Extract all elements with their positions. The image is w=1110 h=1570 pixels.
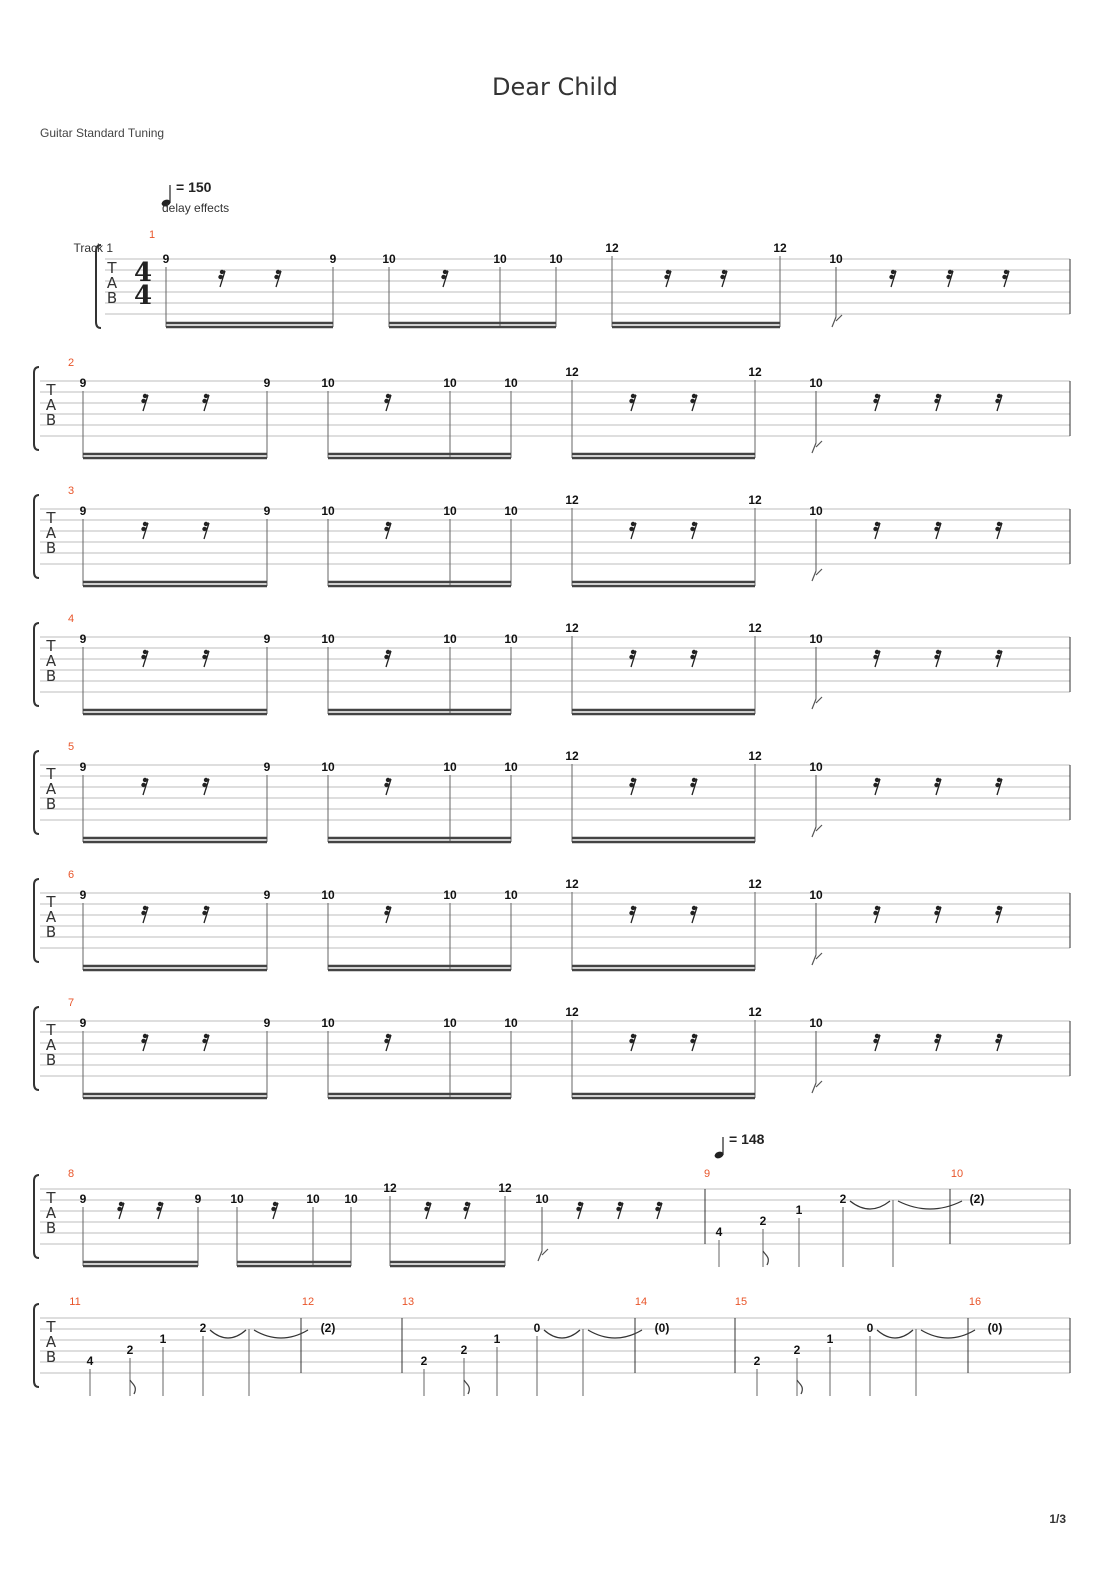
sixteenth-rest — [690, 394, 697, 411]
tab-clef-letter: T — [46, 893, 56, 911]
sixteenth-rest — [690, 906, 697, 923]
tab-clef-letter: T — [46, 1189, 56, 1207]
eighth-flag — [464, 1380, 469, 1394]
note-flag — [832, 315, 842, 327]
tab-system — [34, 997, 1070, 1098]
sixteenth-rest — [629, 650, 636, 667]
fret-number: 12 — [498, 1181, 512, 1195]
sixteenth-rest — [873, 650, 880, 667]
sixteenth-rest — [271, 1202, 278, 1219]
fret-number: 2 — [839, 1192, 847, 1206]
fret-number: 2 — [759, 1214, 767, 1228]
sixteenth-rest — [655, 1202, 662, 1219]
fret-number: 10 — [504, 632, 518, 646]
tie — [254, 1330, 308, 1338]
fret-number: 1 — [159, 1332, 167, 1346]
measure-number: 6 — [67, 869, 75, 881]
fret-number: 9 — [263, 888, 271, 902]
fret-number: 10 — [809, 376, 823, 390]
fret-number: 10 — [809, 760, 823, 774]
sixteenth-rest — [873, 1034, 880, 1051]
fret-number: 12 — [565, 877, 579, 891]
fret-number: 10 — [306, 1192, 320, 1206]
fret-number: 10 — [443, 376, 457, 390]
sixteenth-rest — [995, 1034, 1002, 1051]
fret-number: 10 — [504, 888, 518, 902]
sixteenth-rest — [384, 650, 391, 667]
tuning-label: Guitar Standard Tuning — [40, 126, 165, 140]
fret-number: 10 — [809, 1016, 823, 1030]
tab-clef-letter: T — [46, 637, 56, 655]
fret-number: (2) — [320, 1321, 336, 1335]
measure-number: 12 — [301, 1296, 315, 1308]
fret-number: 12 — [565, 749, 579, 763]
sixteenth-rest — [995, 778, 1002, 795]
fret-number: 9 — [79, 1016, 87, 1030]
sixteenth-rest — [202, 394, 209, 411]
sixteenth-rest — [690, 650, 697, 667]
sixteenth-rest — [934, 522, 941, 539]
sixteenth-rest — [424, 1202, 431, 1219]
tie — [588, 1330, 642, 1338]
sixteenth-rest — [629, 778, 636, 795]
tab-clef-letter: A — [45, 1036, 57, 1054]
sixteenth-rest — [141, 650, 148, 667]
sixteenth-rest — [934, 394, 941, 411]
measure-number: 13 — [401, 1296, 415, 1308]
tab-clef-letter: A — [45, 652, 57, 670]
tab-system — [34, 1168, 1070, 1267]
page-number: 1/3 — [1049, 1512, 1066, 1526]
tie — [210, 1330, 246, 1338]
fret-number: 10 — [443, 888, 457, 902]
tie — [850, 1201, 890, 1209]
sixteenth-rest — [664, 270, 671, 287]
tab-clef-letter: T — [46, 1021, 56, 1039]
tab-system — [34, 869, 1070, 970]
sixteenth-rest — [1002, 270, 1009, 287]
fret-number: 10 — [504, 760, 518, 774]
note-flag — [812, 825, 822, 837]
sixteenth-rest — [384, 778, 391, 795]
note-flag — [812, 697, 822, 709]
measure-number: 1 — [148, 229, 156, 241]
fret-number: 12 — [748, 365, 762, 379]
note-flag — [812, 569, 822, 581]
fret-number: 10 — [493, 252, 507, 266]
sixteenth-rest — [202, 522, 209, 539]
fret-number: 1 — [826, 1332, 834, 1346]
tempo-value: = 148 — [729, 1131, 765, 1147]
tab-system — [34, 485, 1070, 586]
measure-number: 5 — [67, 741, 75, 753]
tab-clef-letter: B — [45, 1219, 57, 1237]
fret-number: 4 — [86, 1354, 94, 1368]
fret-number: 10 — [344, 1192, 358, 1206]
note-flag — [812, 441, 822, 453]
note-flag — [812, 953, 822, 965]
tab-clef-letter: A — [45, 396, 57, 414]
system-bracket — [34, 879, 39, 962]
tab-clef-letter: T — [46, 509, 56, 527]
fret-number: 0 — [866, 1321, 874, 1335]
time-signature-bottom: 4 — [133, 281, 153, 311]
fret-number: 2 — [753, 1354, 761, 1368]
sixteenth-rest — [202, 650, 209, 667]
sixteenth-rest — [873, 778, 880, 795]
tab-clef-letter: B — [45, 795, 57, 813]
tab-clef-letter: A — [45, 1204, 57, 1222]
fret-number: 2 — [126, 1343, 134, 1357]
track-label: Track 1 — [73, 241, 113, 255]
fret-number: 12 — [748, 1005, 762, 1019]
fret-number: 10 — [829, 252, 843, 266]
sixteenth-rest — [141, 394, 148, 411]
system-bracket — [34, 751, 39, 834]
fret-number: 9 — [263, 376, 271, 390]
fret-number: 10 — [549, 252, 563, 266]
sixteenth-rest — [995, 906, 1002, 923]
fret-number: 9 — [263, 760, 271, 774]
fret-number: 10 — [809, 888, 823, 902]
system-bracket — [34, 367, 39, 450]
tab-system — [34, 613, 1070, 714]
sixteenth-rest — [441, 270, 448, 287]
fret-number: 12 — [605, 241, 619, 255]
fret-number: 10 — [321, 888, 335, 902]
sixteenth-rest — [576, 1202, 583, 1219]
tab-system — [34, 1296, 1070, 1396]
fret-number: (0) — [987, 1321, 1003, 1335]
fret-number: 9 — [263, 504, 271, 518]
sixteenth-rest — [141, 522, 148, 539]
measure-number: 8 — [67, 1168, 75, 1180]
fret-number: 9 — [79, 504, 87, 518]
fret-number: 12 — [748, 493, 762, 507]
sixteenth-rest — [873, 906, 880, 923]
fret-number: 10 — [321, 1016, 335, 1030]
fret-number: 10 — [321, 504, 335, 518]
system-bracket — [34, 495, 39, 578]
fret-number: 9 — [162, 252, 170, 266]
system-bracket — [34, 1175, 39, 1258]
sixteenth-rest — [995, 650, 1002, 667]
tab-clef-letter: T — [107, 259, 117, 277]
sixteenth-rest — [934, 906, 941, 923]
measure-number: 16 — [968, 1296, 982, 1308]
measure-number: 9 — [703, 1168, 711, 1180]
sixteenth-rest — [384, 522, 391, 539]
measure-number: 14 — [634, 1296, 648, 1308]
system-bracket — [34, 1304, 39, 1387]
tab-clef-letter: B — [45, 923, 57, 941]
sixteenth-rest — [463, 1202, 470, 1219]
sixteenth-rest — [934, 650, 941, 667]
fret-number: 12 — [565, 493, 579, 507]
measure-number: 4 — [67, 613, 75, 625]
fret-number: 9 — [263, 1016, 271, 1030]
sixteenth-rest — [889, 270, 896, 287]
tab-clef-letter: B — [45, 667, 57, 685]
fret-number: 2 — [460, 1343, 468, 1357]
sixteenth-rest — [873, 394, 880, 411]
fret-number: 10 — [504, 504, 518, 518]
tab-clef-letter: B — [45, 539, 57, 557]
fret-number: 12 — [565, 1005, 579, 1019]
fret-number: 10 — [230, 1192, 244, 1206]
tempo-value: = 150 — [176, 179, 212, 195]
fret-number: 9 — [263, 632, 271, 646]
system-bracket — [96, 245, 101, 328]
sixteenth-rest — [690, 522, 697, 539]
tab-system — [34, 741, 1070, 842]
sixteenth-rest — [141, 906, 148, 923]
fret-number: 10 — [443, 1016, 457, 1030]
time-signature-top: 4 — [133, 258, 153, 288]
fret-number: 12 — [565, 365, 579, 379]
sixteenth-rest — [946, 270, 953, 287]
tab-system — [34, 357, 1070, 458]
fret-number: 9 — [79, 1192, 87, 1206]
measure-number: 3 — [67, 485, 75, 497]
fret-number: 2 — [420, 1354, 428, 1368]
tab-clef-letter: A — [106, 274, 118, 292]
fret-number: 10 — [809, 632, 823, 646]
sixteenth-rest — [690, 1034, 697, 1051]
tie — [898, 1201, 962, 1209]
sixteenth-rest — [995, 522, 1002, 539]
sixteenth-rest — [117, 1202, 124, 1219]
tab-clef-letter: B — [45, 1051, 57, 1069]
effect-text: delay effects — [162, 201, 230, 215]
page-title: Dear Child — [492, 73, 618, 101]
fret-number: 12 — [565, 621, 579, 635]
sixteenth-rest — [274, 270, 281, 287]
fret-number: 2 — [199, 1321, 207, 1335]
sixteenth-rest — [218, 270, 225, 287]
fret-number: 1 — [493, 1332, 501, 1346]
sixteenth-rest — [202, 906, 209, 923]
tab-clef-letter: A — [45, 908, 57, 926]
eighth-flag — [763, 1251, 768, 1265]
tab-system-first — [73, 229, 1070, 328]
fret-number: 10 — [382, 252, 396, 266]
tie — [921, 1330, 975, 1338]
fret-number: 10 — [443, 632, 457, 646]
fret-number: 10 — [321, 376, 335, 390]
sixteenth-rest — [202, 1034, 209, 1051]
system-bracket — [34, 623, 39, 706]
sixteenth-rest — [934, 778, 941, 795]
fret-number: 12 — [748, 749, 762, 763]
sixteenth-rest — [202, 778, 209, 795]
fret-number: 12 — [773, 241, 787, 255]
note-flag — [538, 1249, 548, 1261]
tab-clef-letter: T — [46, 381, 56, 399]
sixteenth-rest — [156, 1202, 163, 1219]
fret-number: 0 — [533, 1321, 541, 1335]
fret-number: 12 — [748, 877, 762, 891]
fret-number: 2 — [793, 1343, 801, 1357]
system-bracket — [34, 1007, 39, 1090]
sixteenth-rest — [629, 1034, 636, 1051]
fret-number: 12 — [383, 1181, 397, 1195]
tab-clef-letter: B — [45, 411, 57, 429]
fret-number: 9 — [79, 760, 87, 774]
measure-number: 11 — [69, 1296, 81, 1308]
fret-number: 1 — [795, 1203, 803, 1217]
measure-number: 10 — [950, 1168, 964, 1180]
tie — [877, 1330, 913, 1338]
sixteenth-rest — [141, 778, 148, 795]
fret-number: 4 — [715, 1225, 723, 1239]
sixteenth-rest — [873, 522, 880, 539]
fret-number: (2) — [969, 1192, 985, 1206]
fret-number: 10 — [504, 1016, 518, 1030]
fret-number: 10 — [809, 504, 823, 518]
measure-number: 7 — [67, 997, 75, 1009]
fret-number: 10 — [321, 760, 335, 774]
tempo-marker-148 — [714, 1131, 765, 1160]
eighth-flag — [797, 1380, 802, 1394]
note-flag — [812, 1081, 822, 1093]
fret-number: 10 — [504, 376, 518, 390]
fret-number: 9 — [79, 632, 87, 646]
fret-number: 10 — [535, 1192, 549, 1206]
tab-clef-letter: A — [45, 1333, 57, 1351]
tab-clef-letter: B — [106, 289, 118, 307]
sixteenth-rest — [141, 1034, 148, 1051]
tab-clef-letter: B — [45, 1348, 57, 1366]
sixteenth-rest — [616, 1202, 623, 1219]
fret-number: 10 — [321, 632, 335, 646]
sixteenth-rest — [690, 778, 697, 795]
sixteenth-rest — [629, 394, 636, 411]
measure-number: 2 — [67, 357, 75, 369]
fret-number: 10 — [443, 504, 457, 518]
sixteenth-rest — [384, 394, 391, 411]
fret-number: 9 — [194, 1192, 202, 1206]
fret-number: 9 — [79, 888, 87, 902]
fret-number: 9 — [329, 252, 337, 266]
fret-number: (0) — [654, 1321, 670, 1335]
tab-clef-letter: T — [46, 765, 56, 783]
sixteenth-rest — [384, 906, 391, 923]
fret-number: 9 — [79, 376, 87, 390]
tab-clef-letter: T — [46, 1318, 56, 1336]
tie — [544, 1330, 580, 1338]
tab-clef-letter: A — [45, 524, 57, 542]
sixteenth-rest — [384, 1034, 391, 1051]
sixteenth-rest — [629, 522, 636, 539]
sixteenth-rest — [995, 394, 1002, 411]
fret-number: 12 — [748, 621, 762, 635]
sixteenth-rest — [629, 906, 636, 923]
tab-clef-letter: A — [45, 780, 57, 798]
measure-number: 15 — [734, 1296, 748, 1308]
sixteenth-rest — [934, 1034, 941, 1051]
sixteenth-rest — [720, 270, 727, 287]
fret-number: 10 — [443, 760, 457, 774]
eighth-flag — [130, 1380, 135, 1394]
